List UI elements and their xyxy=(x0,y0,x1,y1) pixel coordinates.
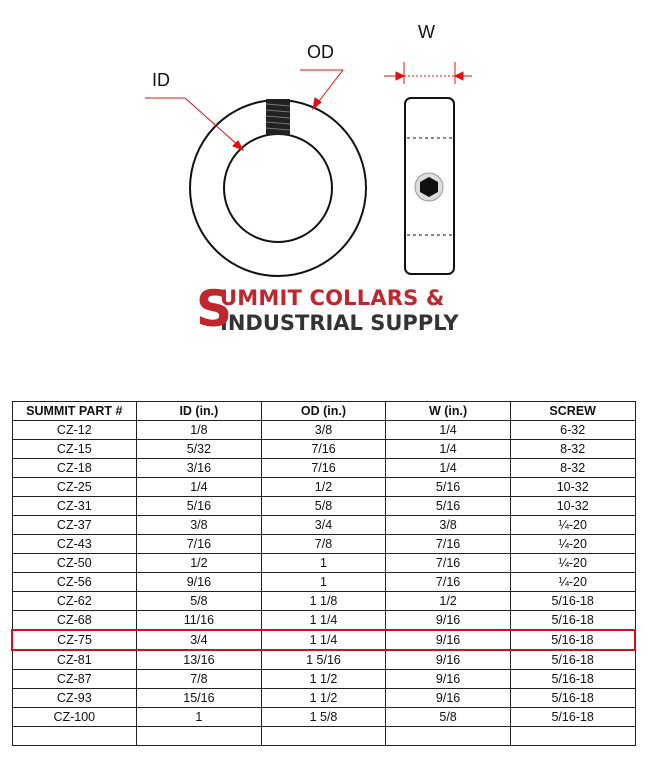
table-cell: CZ-37 xyxy=(12,516,137,535)
table-cell: 1 1/4 xyxy=(261,611,386,631)
table-cell: 10-32 xyxy=(510,497,635,516)
table-cell: CZ-56 xyxy=(12,573,137,592)
table-cell: 3/8 xyxy=(386,516,511,535)
table-cell xyxy=(12,727,137,746)
table-cell: CZ-15 xyxy=(12,440,137,459)
table-row xyxy=(12,708,635,727)
table-cell: 10-32 xyxy=(510,478,635,497)
table-cell: 1 1/4 xyxy=(261,630,386,650)
table-cell: 1/2 xyxy=(386,592,511,611)
table-cell: 1/4 xyxy=(386,421,511,440)
w-label: W xyxy=(418,22,435,42)
table-cell: ¼-20 xyxy=(510,554,635,573)
table-cell: 5/16-18 xyxy=(510,611,635,631)
highlighted-table-row xyxy=(12,630,635,650)
table-header-row xyxy=(12,402,635,421)
collar-side-view xyxy=(405,98,454,274)
table-cell: 1 1/2 xyxy=(261,670,386,689)
table-cell: 1 1/2 xyxy=(261,689,386,708)
table-row xyxy=(12,421,635,440)
table-cell: 1 1/8 xyxy=(261,592,386,611)
set-screw-thread xyxy=(266,99,290,135)
table-cell: 6-32 xyxy=(510,421,635,440)
logo-line-2: INDUSTRIAL SUPPLY xyxy=(220,311,459,335)
column-header: W (in.) xyxy=(386,402,511,421)
table-cell: 7/8 xyxy=(261,535,386,554)
table-cell xyxy=(261,727,386,746)
table-row xyxy=(12,592,635,611)
od-label: OD xyxy=(307,42,334,62)
table-cell: 11/16 xyxy=(137,611,262,631)
table-cell: 9/16 xyxy=(386,670,511,689)
table-cell: 9/16 xyxy=(386,630,511,650)
table-row xyxy=(12,650,635,670)
table-row xyxy=(12,689,635,708)
table-cell: CZ-75 xyxy=(12,630,137,650)
table-cell: 3/4 xyxy=(137,630,262,650)
table-cell: 3/8 xyxy=(137,516,262,535)
table-cell: 7/16 xyxy=(261,440,386,459)
table-row xyxy=(12,440,635,459)
table-cell: CZ-87 xyxy=(12,670,137,689)
table-cell: 5/16-18 xyxy=(510,630,635,650)
table-cell: 5/8 xyxy=(386,708,511,727)
table-cell: 9/16 xyxy=(386,689,511,708)
table-cell: 5/16-18 xyxy=(510,592,635,611)
table-row xyxy=(12,516,635,535)
table-cell: 5/16-18 xyxy=(510,708,635,727)
table-cell: CZ-62 xyxy=(12,592,137,611)
table-cell: 1/2 xyxy=(261,478,386,497)
table-cell: 1/8 xyxy=(137,421,262,440)
table-cell: CZ-50 xyxy=(12,554,137,573)
table-cell: ¼-20 xyxy=(510,573,635,592)
table-cell: CZ-18 xyxy=(12,459,137,478)
table-cell xyxy=(510,727,635,746)
column-header: ID (in.) xyxy=(137,402,262,421)
table-cell: CZ-81 xyxy=(12,650,137,670)
table-cell: CZ-100 xyxy=(12,708,137,727)
table-cell: 5/16 xyxy=(137,497,262,516)
table-cell: CZ-43 xyxy=(12,535,137,554)
table-cell: 1/4 xyxy=(386,440,511,459)
specifications-table xyxy=(11,401,636,746)
table-cell: 7/16 xyxy=(386,535,511,554)
table-row xyxy=(12,535,635,554)
table-cell: 1 xyxy=(261,573,386,592)
table-cell: CZ-25 xyxy=(12,478,137,497)
table-cell: 1/4 xyxy=(386,459,511,478)
id-label: ID xyxy=(152,70,170,90)
table-cell: 7/16 xyxy=(386,554,511,573)
table-cell: 9/16 xyxy=(137,573,262,592)
table-cell: 5/16 xyxy=(386,478,511,497)
table-cell: ¼-20 xyxy=(510,516,635,535)
column-header: SUMMIT PART # xyxy=(12,402,137,421)
table-row xyxy=(12,727,635,746)
table-row xyxy=(12,554,635,573)
table-cell: 1 xyxy=(137,708,262,727)
inner-diameter-circle xyxy=(224,134,332,242)
id-arrow xyxy=(145,98,243,150)
column-header: SCREW xyxy=(510,402,635,421)
table-cell: 1 5/8 xyxy=(261,708,386,727)
table-cell: 3/8 xyxy=(261,421,386,440)
table-cell xyxy=(386,727,511,746)
table-row xyxy=(12,459,635,478)
table-cell: 5/16-18 xyxy=(510,650,635,670)
table-cell: 7/16 xyxy=(137,535,262,554)
table-cell: CZ-68 xyxy=(12,611,137,631)
table-cell: 15/16 xyxy=(137,689,262,708)
table-cell: 1/2 xyxy=(137,554,262,573)
logo-s-mark: S xyxy=(196,280,233,338)
od-arrow xyxy=(300,70,343,109)
column-header: OD (in.) xyxy=(261,402,386,421)
table-cell: 13/16 xyxy=(137,650,262,670)
table-cell: CZ-31 xyxy=(12,497,137,516)
table-cell: 1 xyxy=(261,554,386,573)
table-cell: 7/8 xyxy=(137,670,262,689)
table-cell: 8-32 xyxy=(510,459,635,478)
table-cell: 1 5/16 xyxy=(261,650,386,670)
w-dimension-arrows xyxy=(384,62,472,84)
table-cell: CZ-12 xyxy=(12,421,137,440)
table-cell: 5/16 xyxy=(386,497,511,516)
table-cell: 5/16-18 xyxy=(510,670,635,689)
table-row xyxy=(12,497,635,516)
table-cell: 7/16 xyxy=(261,459,386,478)
table-cell: 9/16 xyxy=(386,611,511,631)
table-row xyxy=(12,670,635,689)
logo-line-1: UMMIT COLLARS & xyxy=(220,286,445,310)
table-row xyxy=(12,478,635,497)
table-cell: CZ-93 xyxy=(12,689,137,708)
table-cell: 5/8 xyxy=(261,497,386,516)
table-row xyxy=(12,611,635,631)
table-cell: 5/16-18 xyxy=(510,689,635,708)
table-cell: 3/4 xyxy=(261,516,386,535)
table-cell: 7/16 xyxy=(386,573,511,592)
table-row xyxy=(12,573,635,592)
table-cell: 5/8 xyxy=(137,592,262,611)
table-cell: 9/16 xyxy=(386,650,511,670)
table-cell: 5/32 xyxy=(137,440,262,459)
table-cell xyxy=(137,727,262,746)
company-logo xyxy=(196,280,459,338)
table-cell: 8-32 xyxy=(510,440,635,459)
table-cell: ¼-20 xyxy=(510,535,635,554)
table-cell: 3/16 xyxy=(137,459,262,478)
table-cell: 1/4 xyxy=(137,478,262,497)
